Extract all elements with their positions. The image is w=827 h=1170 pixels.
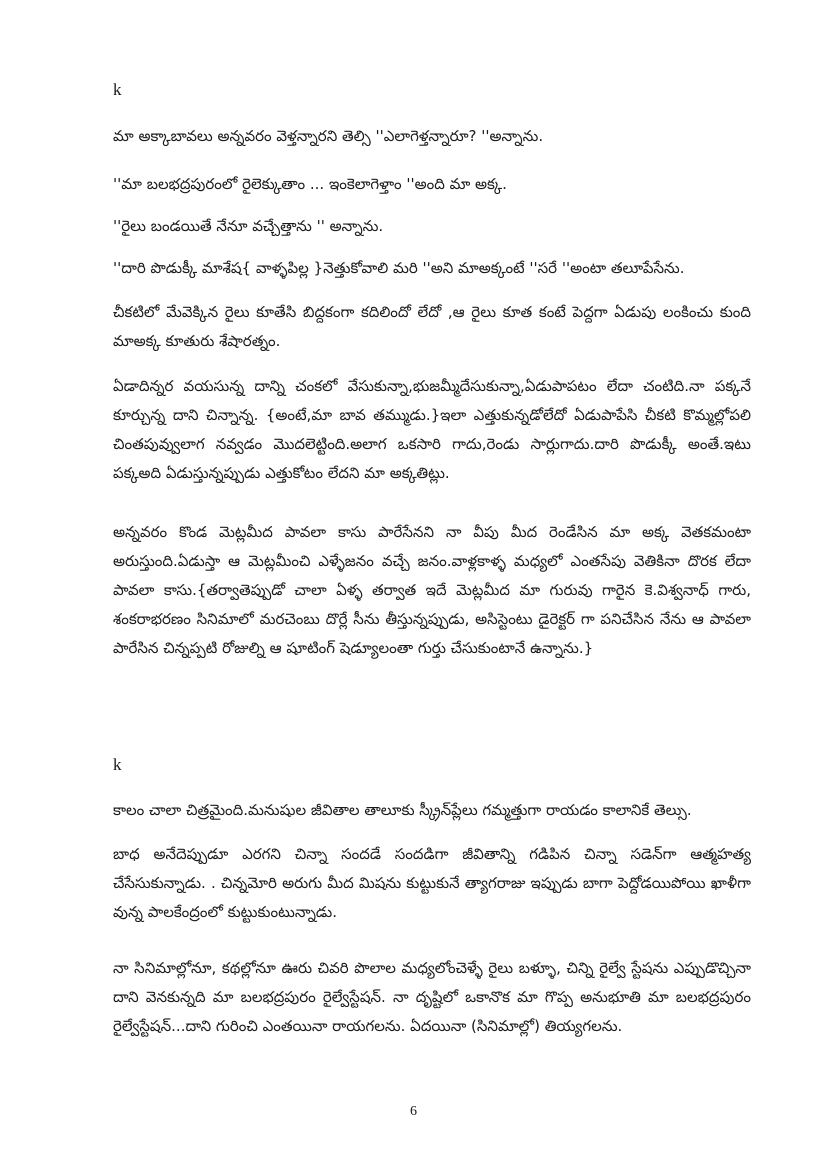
page-number: 6 bbox=[410, 1104, 417, 1119]
paragraph: చీకటిలో మేవెక్కిన రైలు కూతేసి బిద్దకంగా కదిలిందో లేదో ,ఆ రైలు కూత కంటే పెద్దగా ఏడుపు లంకించు కుంది మాఅక్క కూతురు శేషారత్నం. bbox=[113, 303, 751, 350]
paragraph: మా అక్కాబావలు అన్నవరం వెళ్తన్నారని తెల్సి ''ఎలాగెళ్తన్నారూ? ''అన్నాను. bbox=[113, 127, 544, 145]
paragraph: ''దారి పొడుక్కీ మాశేష{ వాళ్ళపిల్ల }నెత్తుకోవాలి మరి ''అని మాఅక్కంటే ''సరే ''అంటా తలూపేసేను. bbox=[113, 259, 685, 277]
paragraph: కాలం చాలా చిత్రమైంది.మనుషుల జీవితాల తాలూకు స్క్రీన్‌ప్లేలు గమ్మత్తుగా రాయడం కాలానికే తెల్సు. bbox=[113, 801, 692, 819]
paragraph: నా సినిమాల్లోనూ, కథల్లోనూ ఊరు చివరి పొలాల మధ్యలోంచెళ్ళే రైలు బళ్ళూ, చిన్ని రైల్వే స్టేషను ఎప్పుడొచ్చినా దాని వెనకున్నది మా బలభద్రపురం రైల్వేస్టేషన్. నా దృష్టిలో ఒకానొక మా గొప్ప అనుభూతి మా బలభద్రపురం రైల్వేస్టేషన్...దాని గురించి ఎంతయినా రాయగలను. ఏదయినా (సినిమాల్లో) తియ్యగలను. bbox=[113, 959, 751, 1035]
section-marker: k bbox=[113, 80, 122, 99]
paragraph: ''రైలు బండయితే నేనూ వచ్చేత్తాను '' అన్నాను. bbox=[113, 217, 384, 235]
paragraph: బాధ అనేదెప్పుడూ ఎరగని చిన్నా సందడే సందడిగా జీవితాన్ని గడిపిన చిన్నా సడెన్‌గా ఆత్మహత్య చేసేసుకున్నాడు. . చిన్నమోరి అరుగు మీద మిషను కుట్టుకునే త్యాగరాజు ఇప్పుడు బాగా పెద్దోడయిపోయి ఖాళీగా వున్న పాలకేంద్రంలో కుట్టుకుంటున్నాడు. bbox=[113, 845, 751, 921]
paragraph: ''మా బలభద్రపురంలో రైలెక్కుతాం ... ఇంకెలాగెళ్తాం ''అంది మా అక్క. bbox=[113, 175, 507, 193]
section-marker: k bbox=[113, 755, 122, 774]
paragraph: ఏడాదిన్నర వయసున్న దాన్ని చంకలో వేసుకున్నా,భుజమ్మీదేసుకున్నా,ఏడుపాపటం లేదా చంటిది.నా పక్కనే కూర్చున్న దాని చిన్నాన్న. {అంటే,మా బావ తమ్ముడు.}ఇలా ఎత్తుకున్నడోలేదో ఏడుపాపేసి చీకటి కొమ్మల్లోపలి చింతపువ్వులాగ నవ్వడం మొదలెట్టింది.అలాగ ఒకసారి గాదు,రెండు సార్లుగాదు.దారి పొడుక్కీ అంతే.ఇటు పక్కఅది ఏడుస్తున్నప్పుడు ఎత్తుకోటం లేదని మా అక్కతిట్లు. bbox=[113, 377, 751, 482]
paragraph: అన్నవరం కొండ మెట్లమీద పావలా కాసు పారేసేనని నా వీపు మీద రెండేసిన మా అక్క వెతకమంటా అరుస్తుంది.ఏడుస్తా ఆ మెట్లమీంచి ఎళ్ళేజనం వచ్చే జనం.వాళ్లకాళ్ళ మధ్యలో ఎంతసేపు వెతికినా దొరక లేదా పావలా కాసు.{తర్వాతెప్పుడో చాలా ఏళ్ళ తర్వాత ఇదే మెట్లమీద మా గురువు గారైన కె.విశ్వనాధ్ గారు, శంకరాభరణం సినిమాలో మరచెంబు దొర్లే సీను తీస్తున్నప్పుడు, అసిస్టెంటు డైరెక్టర్ గా పనిచేసిన నేను ఆ పావలా పారేసిన చిన్నప్పటి రోజుల్ని ఆ షూటింగ్ షెడ్యూలంతా గుర్తు చేసుకుంటానే ఉన్నాను.} bbox=[113, 523, 751, 657]
